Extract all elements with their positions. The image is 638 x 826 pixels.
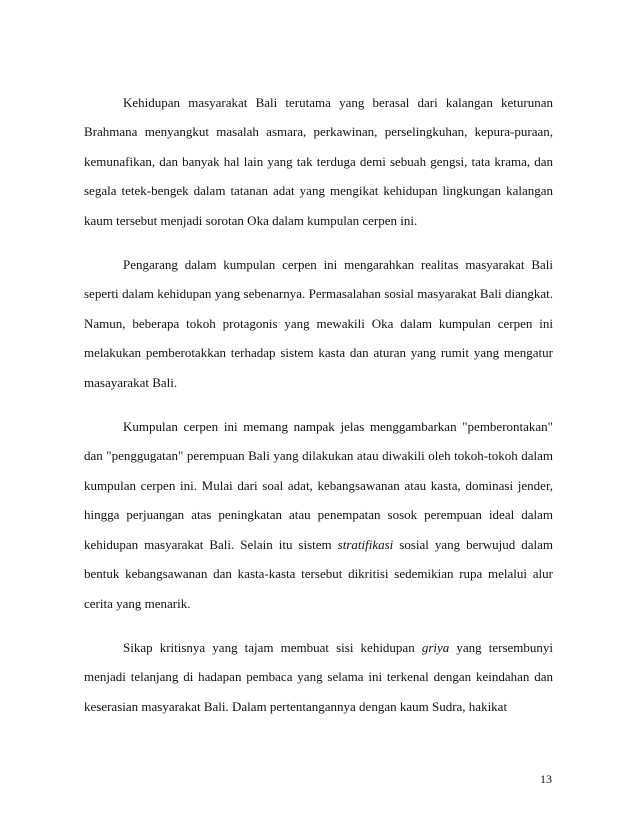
paragraph-4: [84, 633, 553, 721]
paragraph-1-text: Kehidupan masyarakat Bali terutama yang berasal dari kalangan keturunan Brahmana menyangkut masalah asmara, perkawinan, perselingkuhan, kepura-puraan, kemunafikan, dan banyak hal lain yang tak terduga demi sebuah gengsi, tata krama, dan segala tetek-bengek dalam tatanan adat yang mengikat kehidupan lingkungan kalangan kaum tersebut menjadi sorotan Oka dalam kumpulan cerpen ini.: [84, 95, 553, 228]
paragraph-2-text: Pengarang dalam kumpulan cerpen ini mengarahkan realitas masyarakat Bali seperti dalam kehidupan yang sebenarnya. Permasalahan sosial masyarakat Bali diangkat. Namun, beberapa tokoh protagonis yang mewakili Oka dalam kumpulan cerpen ini melakukan pemberotakkan terhadap sistem kasta dan aturan yang rumit yang mengatur masayarakat Bali.: [84, 257, 553, 390]
body-text: [84, 88, 553, 721]
paragraph-3-text-a: Kumpulan cerpen ini memang nampak jelas menggambarkan "pemberontakan" dan "penggugatan" perempuan Bali yang dilakukan atau diwakili oleh tokoh-tokoh dalam kumpulan cerpen ini. Mulai dari soal adat, kebangsawanan atau kasta, dominasi jender, hingga perjuangan atas peningkatan atau penempatan sosok perempuan ideal dalam kehidupan masyarakat Bali. Selain itu sistem: [84, 419, 553, 552]
paragraph-2: [84, 250, 553, 397]
paragraph-4-text-a: Sikap kritisnya yang tajam membuat sisi kehidupan: [123, 639, 422, 655]
paragraph-4-italic-term: griya: [421, 639, 450, 655]
paragraph-1: [84, 88, 553, 235]
paragraph-3-text-b: sosial yang berwujud dalam bentuk kebangsawanan dan kasta-kasta tersebut dikritisi sedemikian rupa melalui alur cerita yang menarik.: [84, 536, 553, 611]
paragraph-3: [84, 412, 553, 618]
paragraph-4-text-b: yang tersembunyi menjadi telanjang di hadapan pembaca yang selama ini terkenal dengan keindahan dan keserasian masyarakat Bali. Dalam pertentangannya dengan kaum Sudra, hakikat: [84, 639, 553, 714]
paragraph-3-italic-term: stratifikasi: [337, 536, 394, 552]
page-number: 13: [540, 772, 552, 786]
